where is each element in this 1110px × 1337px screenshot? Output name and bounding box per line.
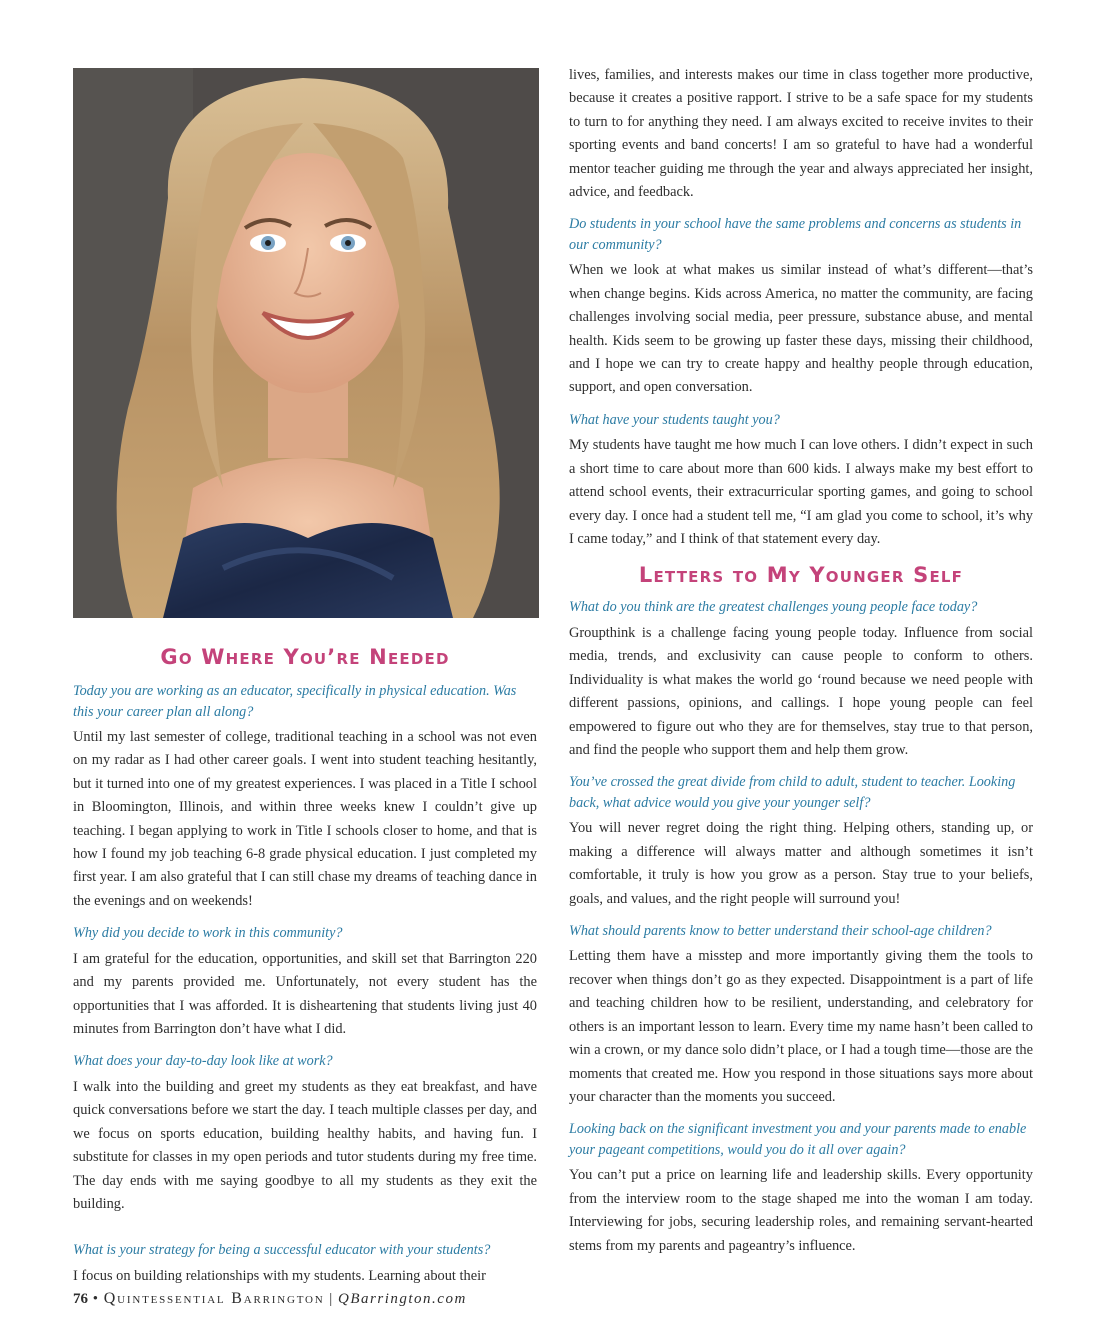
answer-pageant: You can’t put a price on learning life and leadership skills. Every opportunity from the interview room to the stage shaped me into the woman I am today. Interviewing for jobs, securing leadership roles, and remaining servant-hearted stems from my parents and pageantry’s influence. <box>569 1167 1033 1254</box>
answer-parents: Letting them have a misstep and more importantly giving them the tools to recover when things don’t go as they expected. Disappointment is a part of life and teaching children how to be resilient, understanding, and celebratory for others is an important lesson to learn. Every time my name hasn’t been called to win a crown, or my dance solo didn’t place, or I had a tough time—those are the moments that created me. How you respond in those situations says more about your character than the moments you succeed. <box>569 948 1033 1105</box>
answer-career-plan: Until my last semester of college, traditional teaching in a school was not even on my radar as I had other career goals. I went into student teaching hesitantly, but it turned into one of my greatest experiences. I was placed in a Title I school in Bloomington, Illinois, and within three weeks knew I couldn’t give up teaching. I began applying to work in Title I schools closer to home, and that is how I found my job teaching 6-8 grade physical education. I just completed my first year. I am also grateful that I can still chase my dreams of teaching dance in the evenings and on weekends! <box>73 729 537 909</box>
answer-challenges: Groupthink is a challenge facing young people today. Influence from social media, trends, and exclusivity can cause people to conform to others. Individuality is what makes the world go ‘round because we need people with different passions, opinions, and callings. I hope young people can feel empowered to figure out who they are for themselves, stay true to that person, and find the people who support them and help them grow. <box>569 624 1033 758</box>
portrait-photo <box>73 68 539 618</box>
question-advice: You’ve crossed the great divide from child to adult, student to teacher. Looking back, what advice would you give your younger self? <box>569 774 1016 811</box>
answer-strategy-start: I focus on building relationships with my students. Learning about their <box>73 1267 486 1284</box>
section-heading-letters: Letters to My Younger Self <box>638 563 964 588</box>
page-footer <box>73 1290 467 1308</box>
magazine-name: Quintessential Barrington <box>103 1290 325 1307</box>
question-pageant: Looking back on the significant investment you and your parents made to enable your pageant competitions, would you do it all over again? <box>569 1121 1027 1158</box>
right-column <box>569 64 1033 1258</box>
section-heading-go-where: Go Where You’re Needed <box>160 645 450 669</box>
question-parents: What should parents know to better understand their school-age children? <box>569 922 992 939</box>
question-students-taught: What have your students taught you? <box>569 411 780 428</box>
answer-same-problems: When we look at what makes us similar instead of what’s different—that’s when change begins. Kids across America, no matter the community, are facing challenges involving social media, peer pressure, substance abuse, and mental health. Kids seem to be growing up faster these days, missing their childhood, and I hope we can try to create happy and healthy people through education, support, and open conversation. <box>569 262 1033 396</box>
question-same-problems: Do students in your school have the same problems and concerns as students in our community? <box>569 216 1022 253</box>
question-why-community: Why did you decide to work in this community? <box>73 925 343 942</box>
question-strategy: What is your strategy for being a successful educator with your students? <box>73 1242 491 1259</box>
portrait-illustration <box>73 68 539 618</box>
magazine-url: QBarrington.com <box>338 1291 467 1307</box>
question-day-to-day: What does your day-to-day look like at work? <box>73 1053 333 1070</box>
answer-students-taught: My students have taught me how much I can love others. I didn’t expect in such a short time to care about more than 600 kids. I always make my best effort to attend school events, their extracurricular sporting games, and going to school every day. I once had a student tell me, “I am glad you come to school, it’s why I came today,” and I think of that statement every day. <box>569 437 1033 547</box>
question-career-plan: Today you are working as an educator, specifically in physical education. Was this your career plan all along? <box>73 683 517 720</box>
answer-strategy-continued: lives, families, and interests makes our time in class together more productive, because it creates a positive rapport. I strive to be a safe space for my students to turn to for anything they need. I am always excited to receive invites to their sporting events and band concerts! I am so grateful to have had a wonderful mentor teacher guiding me through the year and always appreciated her insight, advice, and feedback. <box>569 67 1033 201</box>
question-challenges: What do you think are the greatest challenges young people face today? <box>569 599 978 616</box>
left-column <box>73 645 537 1288</box>
page-number: 76 <box>73 1291 88 1307</box>
footer-separator-dot: • <box>88 1291 104 1307</box>
answer-day-to-day: I walk into the building and greet my students as they eat breakfast, and have quick conversations before we start the day. I teach multiple classes per day, and we focus on sports education, building healthy habits, and having fun. I substitute for classes in my open periods and tutor students during my free time. The day ends with me saying goodbye to all my students as they exit the building. <box>73 1078 537 1212</box>
footer-separator-bar: | <box>324 1291 339 1307</box>
answer-why-community: I am grateful for the education, opportunities, and skill set that Barrington 220 and my parents provided me. Unfortunately, not every student has the opportunities that I was afforded. It is disheartening that students living just 40 minutes from Barrington don’t have what I did. <box>73 950 537 1037</box>
answer-advice: You will never regret doing the right thing. Helping others, standing up, or making a difference will always matter and although sometimes it isn’t comfortable, it truly is how you grow as a person. Stay true to your beliefs, goals, and values, and the right people will surround you! <box>569 820 1033 907</box>
